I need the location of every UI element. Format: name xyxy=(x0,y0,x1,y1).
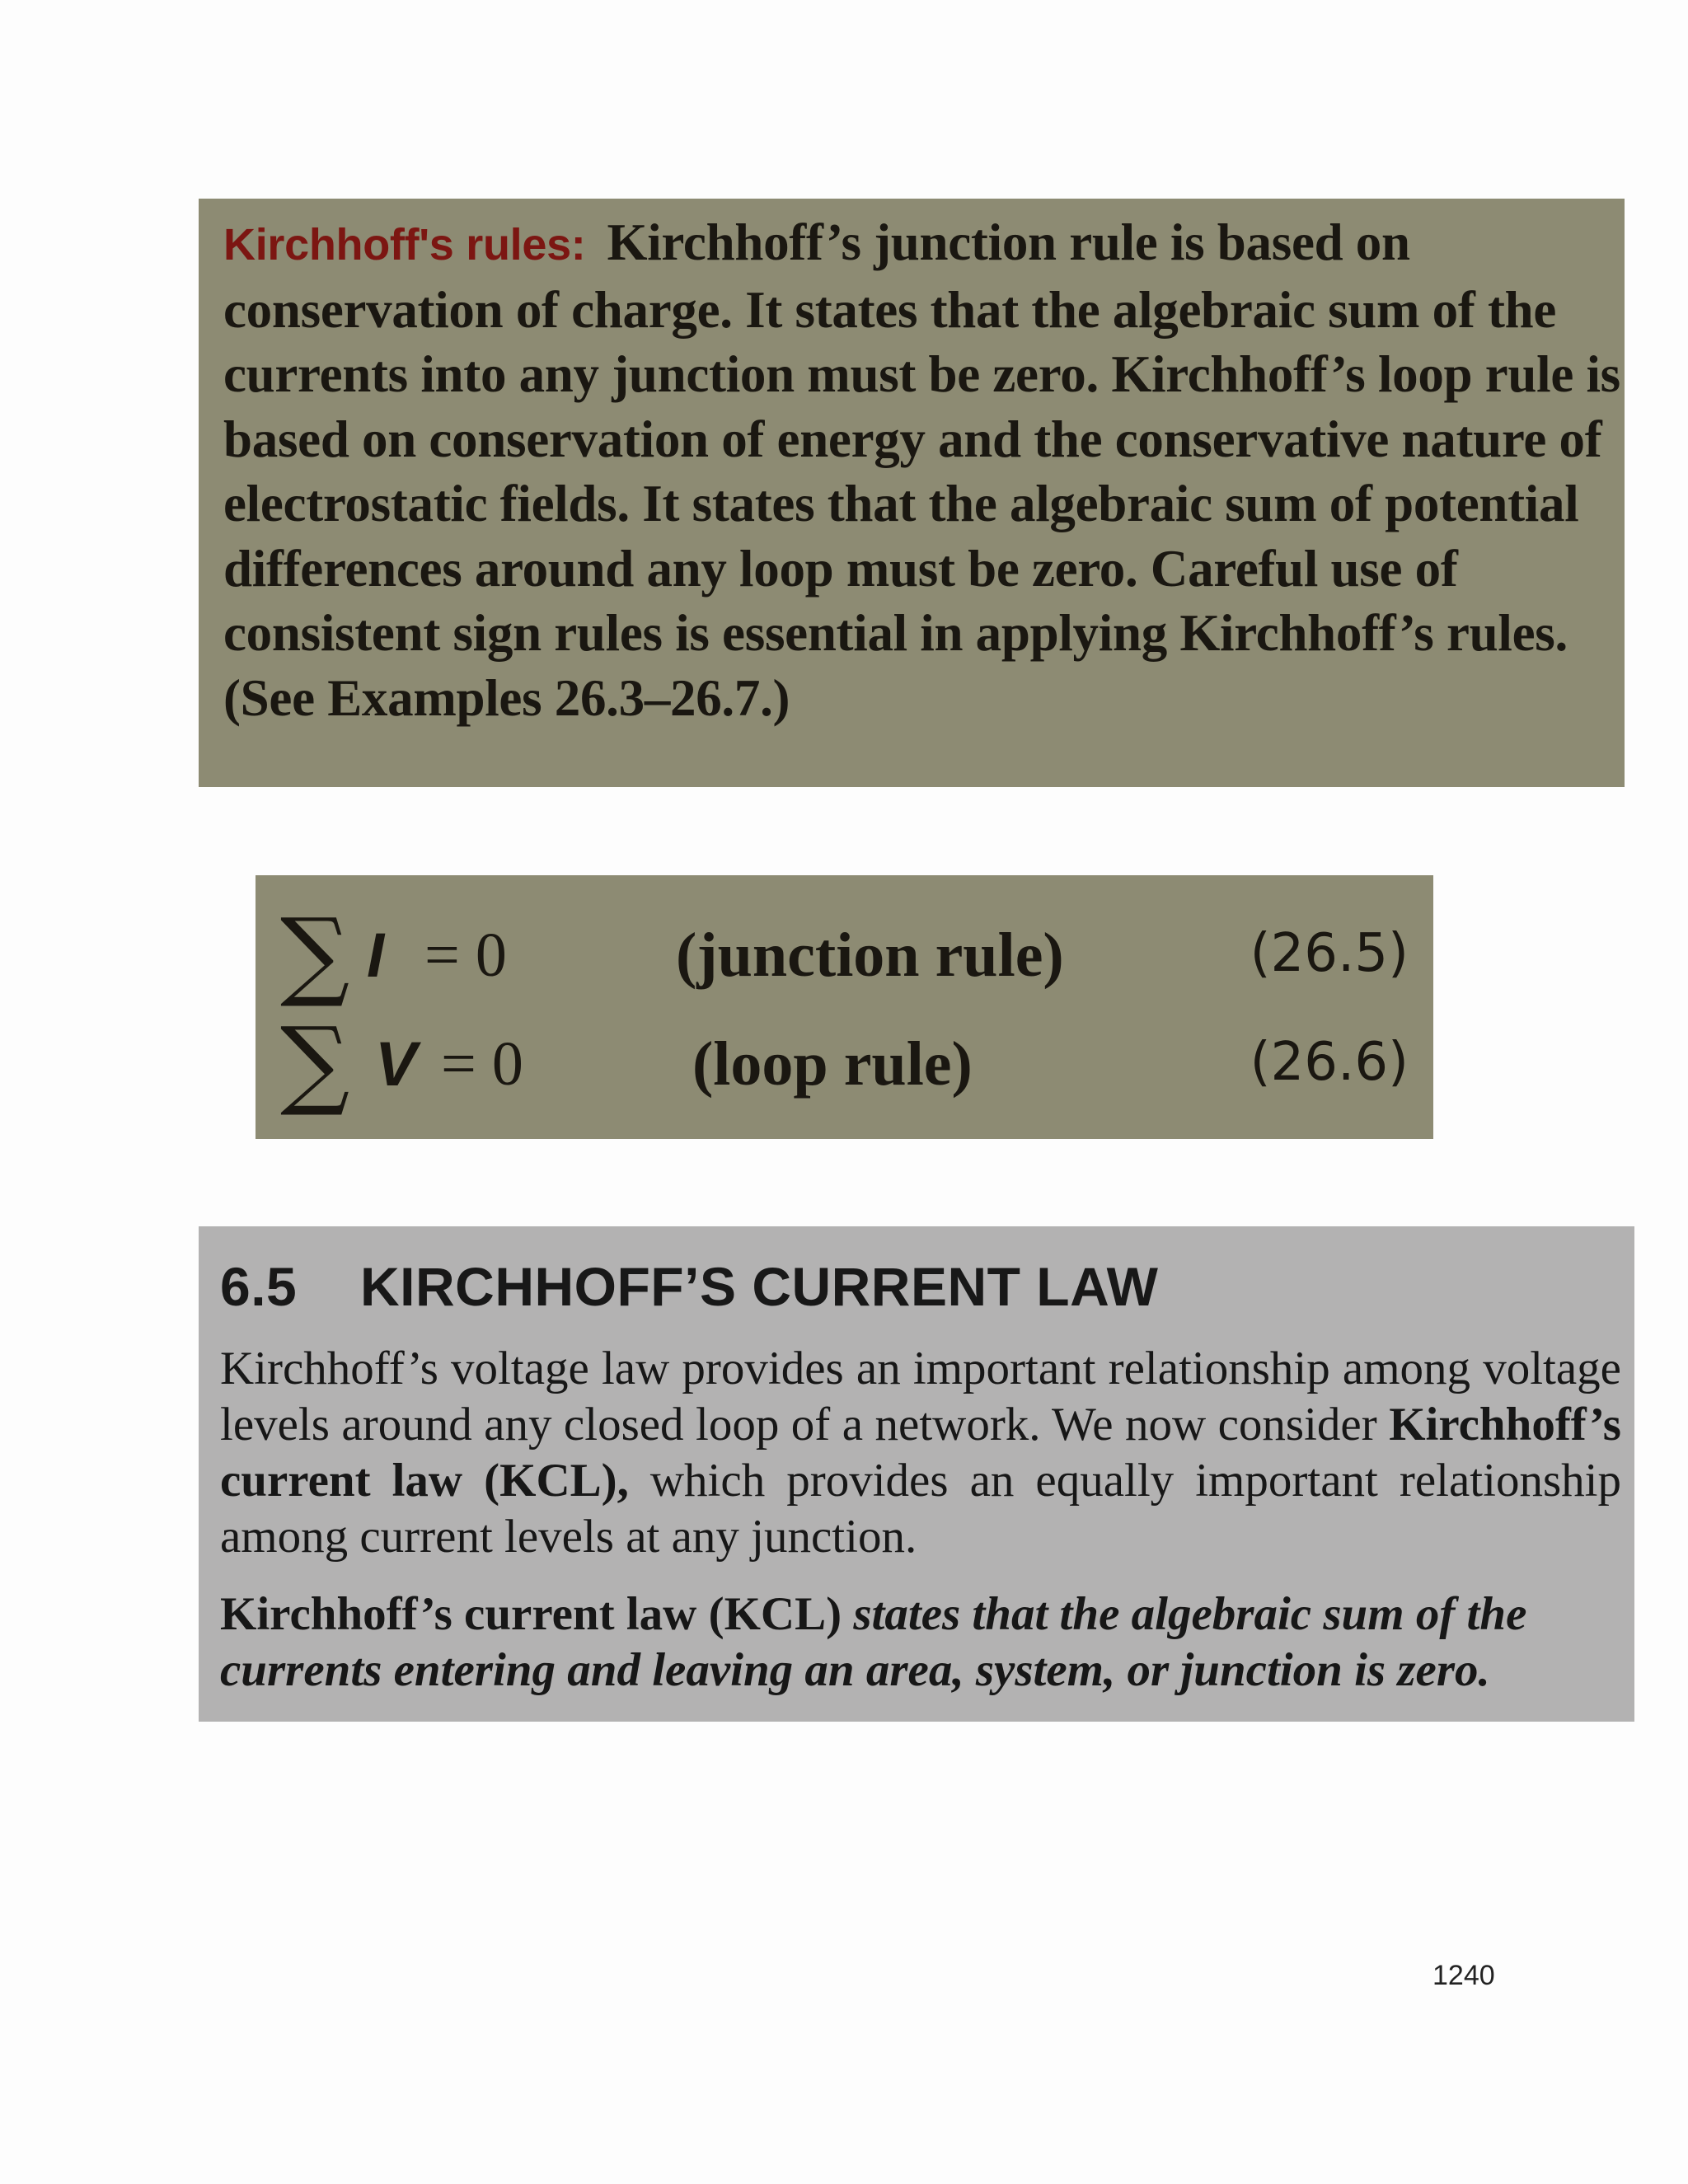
equations-box xyxy=(256,875,1433,1139)
section-title: KIRCHHOFF’S CURRENT LAW xyxy=(360,1256,1159,1317)
summation-symbol: ∑ xyxy=(280,897,350,1010)
equation-equals: = 0 xyxy=(424,921,507,990)
rules-paragraph xyxy=(223,210,1625,730)
kcl-intro-text-a: Kirchhoff’s voltage law provides an important relationship among voltage levels around any closed loop of a network. We now consider xyxy=(220,1343,1621,1451)
page-number: 1240 xyxy=(1432,1960,1495,1991)
equation-variable: V xyxy=(375,1029,417,1099)
equation-number: (26.5) xyxy=(1250,923,1409,984)
equation-equals: = 0 xyxy=(441,1029,523,1099)
equation-description: (loop rule) xyxy=(692,1029,973,1099)
section-heading xyxy=(220,1255,1634,1318)
summation-symbol: ∑ xyxy=(280,1005,350,1119)
kirchhoff-rules-box xyxy=(199,199,1625,787)
rules-lead: Kirchhoff's rules: xyxy=(223,220,586,269)
kcl-statement-term: Kirchhoff’s current law (KCL) xyxy=(220,1588,842,1640)
equation-variable: I xyxy=(367,921,385,991)
section-number: 6.5 xyxy=(220,1256,298,1317)
kcl-term: Kirchhoff’s current law (KCL), xyxy=(220,1399,1621,1507)
rules-text: Kirchhoff’s junction rule is based on conservation of charge. It states that the algebraic sum of the currents into any junction must be zero. Kirchhoff’s loop rule is based on conservation of energy and the conservative nature of electrostatic fields. It states that the algebraic sum of potential differences around any loop must be zero. Careful use of consistent sign rules is essential in applying Kirchhoff’s rules. (See Examples 26.3–26.7.) xyxy=(223,213,1620,727)
kcl-statement xyxy=(220,1586,1621,1699)
kcl-statement-text: states that the algebraic sum of the currents entering and leaving an area, system, or junction is zero. xyxy=(220,1588,1527,1696)
kcl-section xyxy=(199,1226,1634,1722)
equation-number: (26.6) xyxy=(1250,1032,1409,1093)
equation-description: (junction rule) xyxy=(676,921,1064,990)
kcl-intro-text-b: which provides an equally important relationship among current levels at any junction. xyxy=(220,1455,1621,1563)
kcl-intro-paragraph xyxy=(220,1341,1621,1565)
equation-junction-rule xyxy=(256,897,1433,1010)
equation-loop-rule xyxy=(256,1005,1433,1119)
